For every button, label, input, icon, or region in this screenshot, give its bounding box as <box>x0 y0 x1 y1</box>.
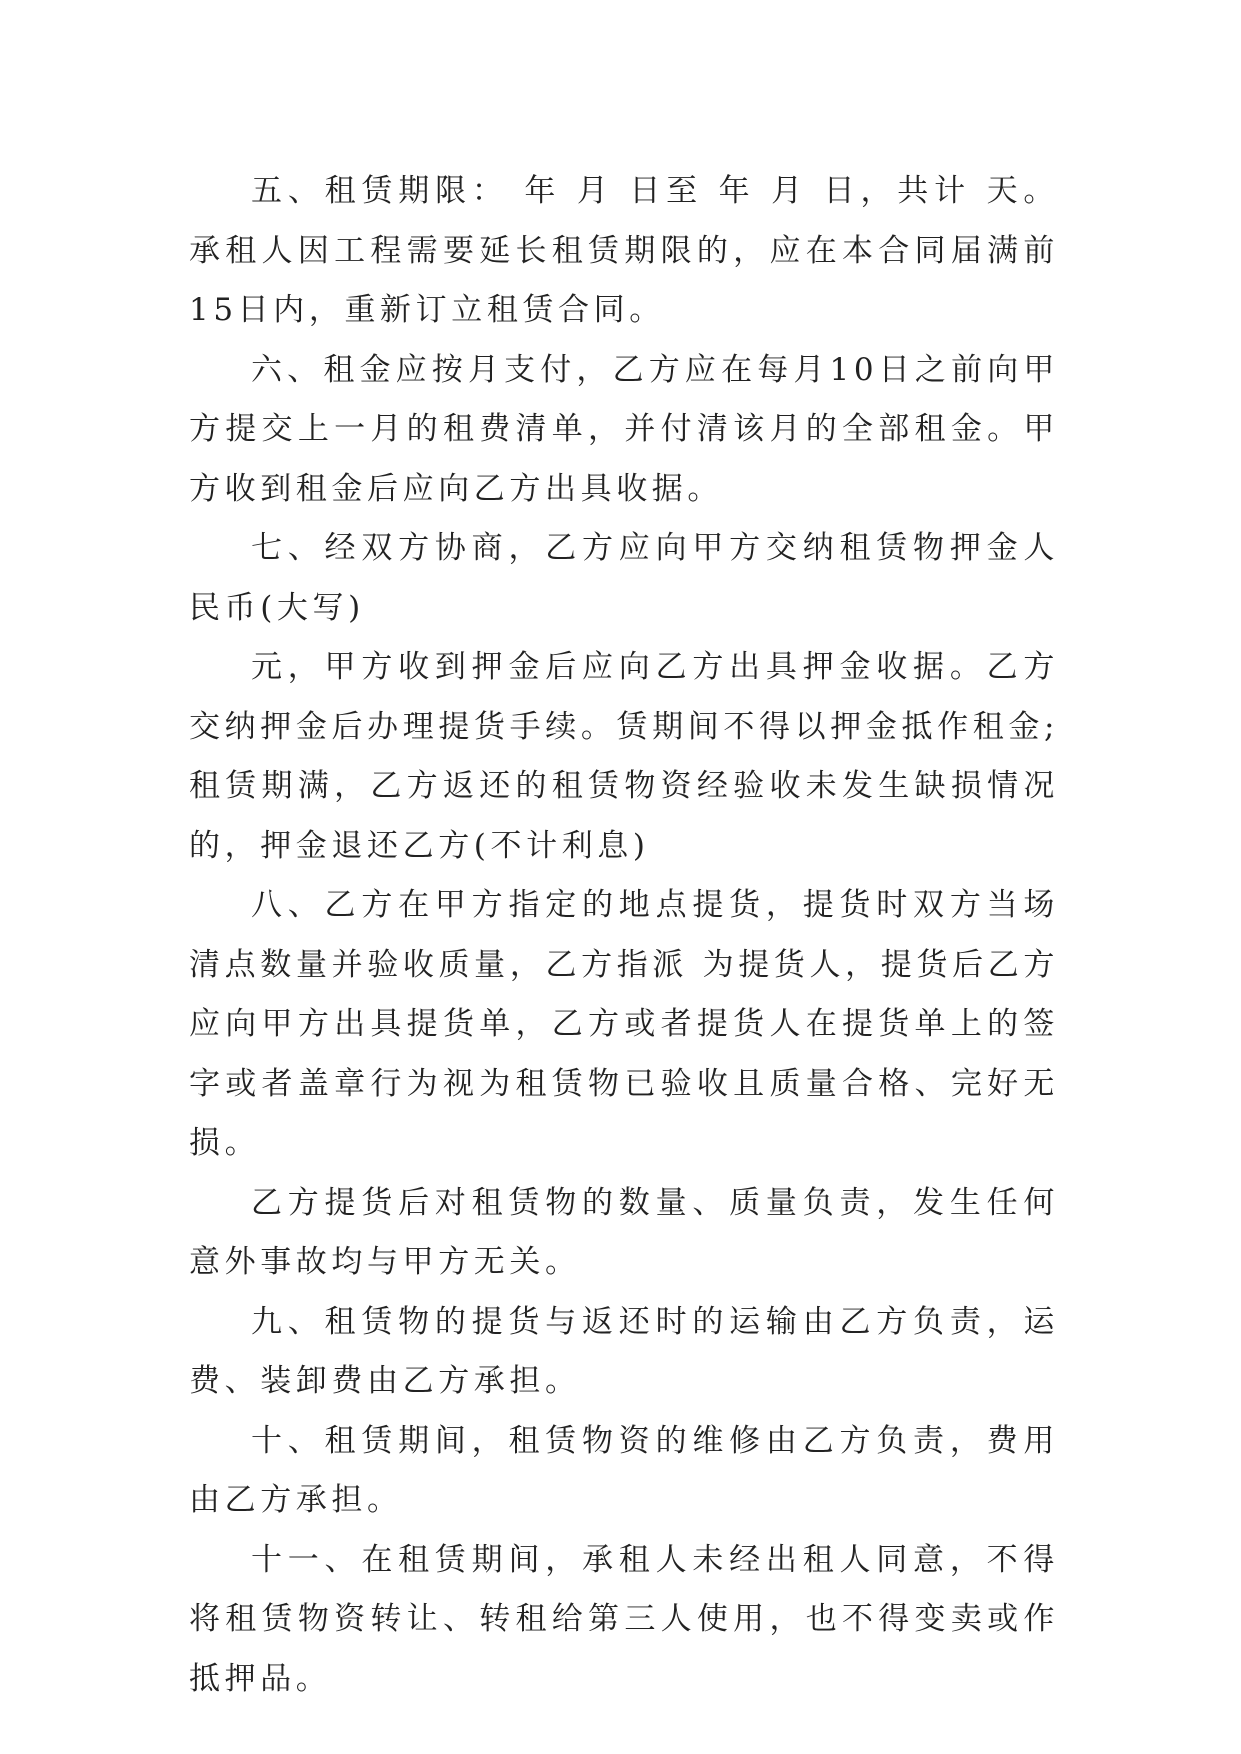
clause-9-transport: 九、租赁物的提货与返还时的运输由乙方负责，运费、装卸费由乙方承担。 <box>189 1303 1059 1399</box>
document-body <box>189 162 1059 1709</box>
clause-11-transfer-restriction: 十一、在租赁期间，承租人未经出租人同意，不得将租赁物资转让、转租给第三人使用，也不得变卖或作抵押品。 <box>189 1541 1059 1697</box>
clause-7-deposit-continued: 元，甲方收到押金后应向乙方出具押金收据。乙方交纳押金后办理提货手续。赁期间不得以押金抵作租金;租赁期满，乙方返还的租赁物资经验收未发生缺损情况的，押金退还乙方(不计利息) <box>189 649 1059 864</box>
clause-6-rent-payment: 六、租金应按月支付，乙方应在每月10日之前向甲方提交上一月的租费清单，并付清该月的全部租金。甲方收到租金后应向乙方出具收据。 <box>189 351 1059 507</box>
clause-8-responsibility: 乙方提货后对租赁物的数量、质量负责，发生任何意外事故均与甲方无关。 <box>189 1184 1059 1280</box>
clause-7-deposit: 七、经双方协商，乙方应向甲方交纳租赁物押金人民币(大写) <box>189 530 1059 626</box>
clause-8-pickup: 八、乙方在甲方指定的地点提货，提货时双方当场清点数量并验收质量，乙方指派 为提货人，提货后乙方应向甲方出具提货单，乙方或者提货人在提货单上的签字或者盖章行为视为租赁物已验收且质量合格、完好无损。 <box>189 887 1059 1161</box>
clause-5-rental-period: 五、租赁期限： 年 月 日至 年 月 日，共计 天。承租人因工程需要延长租赁期限的，应在本合同届满前15日内，重新订立租赁合同。 <box>189 173 1059 328</box>
clause-10-maintenance: 十、租赁期间，租赁物资的维修由乙方负责，费用由乙方承担。 <box>189 1422 1059 1518</box>
